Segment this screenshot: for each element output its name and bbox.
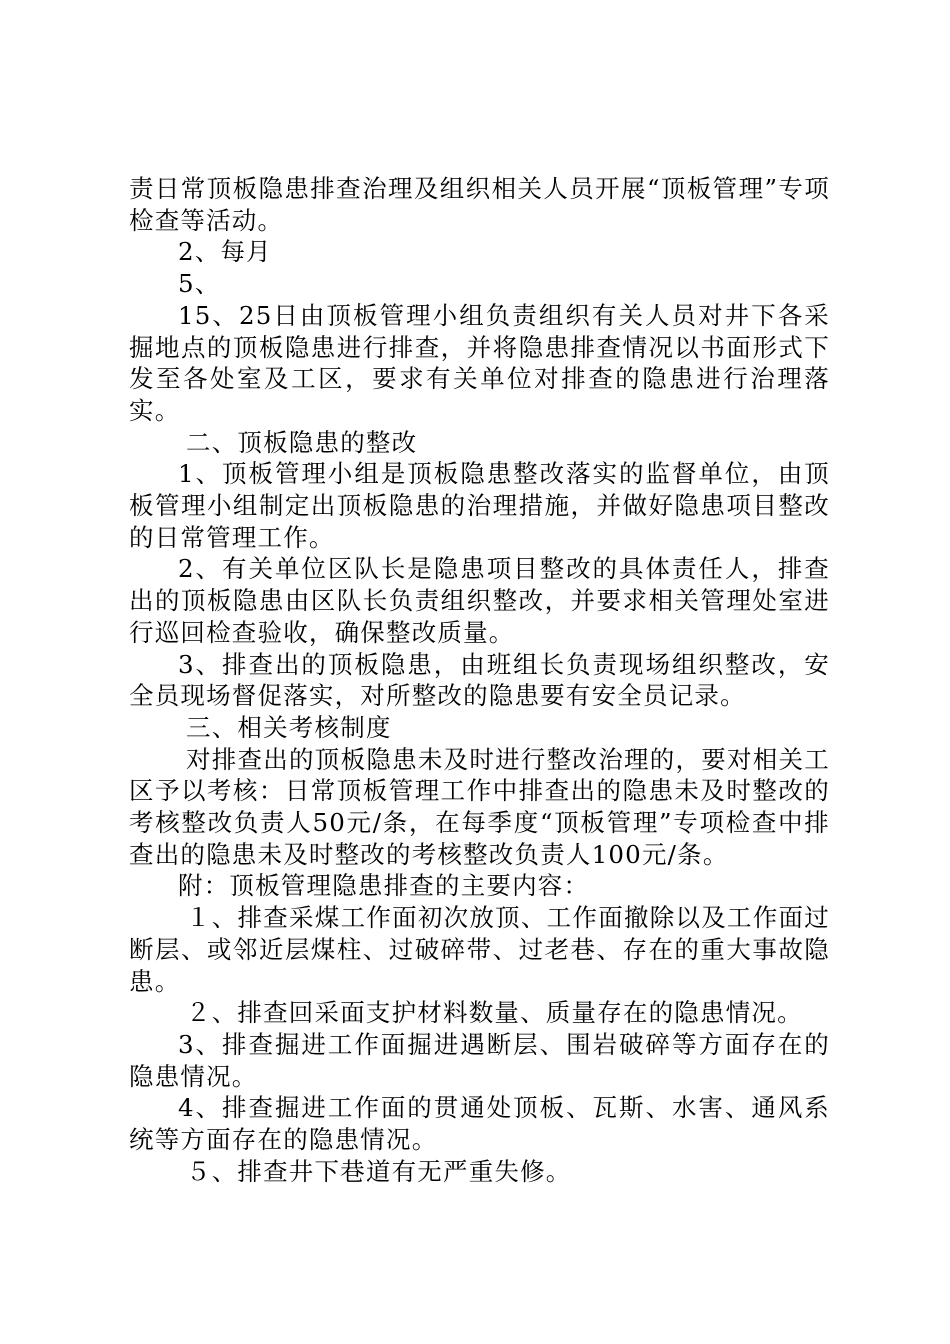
paragraph-item-2-monthly: 2、每月 [178,237,272,267]
appendix-heading: 附：顶板管理隐患排查的主要内容： [178,871,590,901]
document-body [129,173,830,1188]
section-heading-rectification: 二、顶板隐患的整改 [186,427,418,457]
appendix-item-1: １、排查采煤工作面初次放顶、工作面撤除以及工作面过断层、或邻近层煤柱、过破碎带、过老巷、存在的重大事故隐患。 [129,903,830,996]
appendix-item-5: ５、排查井下巷道有无严重失修。 [186,1156,572,1186]
paragraph-inspection-schedule: 15、25日由顶板管理小组负责组织有关人员对井下各采掘地点的顶板隐患进行排查，并将隐患排查情况以书面形式下发至各处室及工区，要求有关单位对排查的隐患进行治理落实。 [129,300,830,425]
section-heading-assessment: 三、相关考核制度 [186,712,392,742]
appendix-item-2: ２、排查回采面支护材料数量、质量存在的隐患情况。 [186,998,803,1028]
paragraph-rectification-2: 2、有关单位区队长是隐患项目整改的具体责任人，排查出的顶板隐患由区队长负责组织整改，并要求相关管理处室进行巡回检查验收，确保整改质量。 [129,554,830,647]
appendix-item-3: 3、排查掘进工作面掘进遇断层、围岩破碎等方面存在的隐患情况。 [129,1029,830,1091]
paragraph-rectification-3: 3、排查出的顶板隐患，由班组长负责现场组织整改，安全员现场督促落实，对所整改的隐患要有安全员记录。 [129,649,830,711]
paragraph-rectification-1: 1、顶板管理小组是顶板隐患整改落实的监督单位，由顶板管理小组制定出顶板隐患的治理措施，并做好隐患项目整改的日常管理工作。 [129,459,830,552]
paragraph-continuation: 责日常顶板隐患排查治理及组织相关人员开展“顶板管理”专项检查等活动。 [129,174,830,235]
paragraph-item-5: 5、 [178,269,221,299]
appendix-item-4: 4、排查掘进工作面的贯通处顶板、瓦斯、水害、通风系统等方面存在的隐患情况。 [129,1093,830,1155]
paragraph-assessment: 对排查出的顶板隐患未及时进行整改治理的，要对相关工区予以考核：日常顶板管理工作中排查出的隐患未及时整改的考核整改负责人50元/条，在每季度“顶板管理”专项检查中排查出的隐患未及时整改的考核整改负责人100元/条。 [129,744,830,869]
